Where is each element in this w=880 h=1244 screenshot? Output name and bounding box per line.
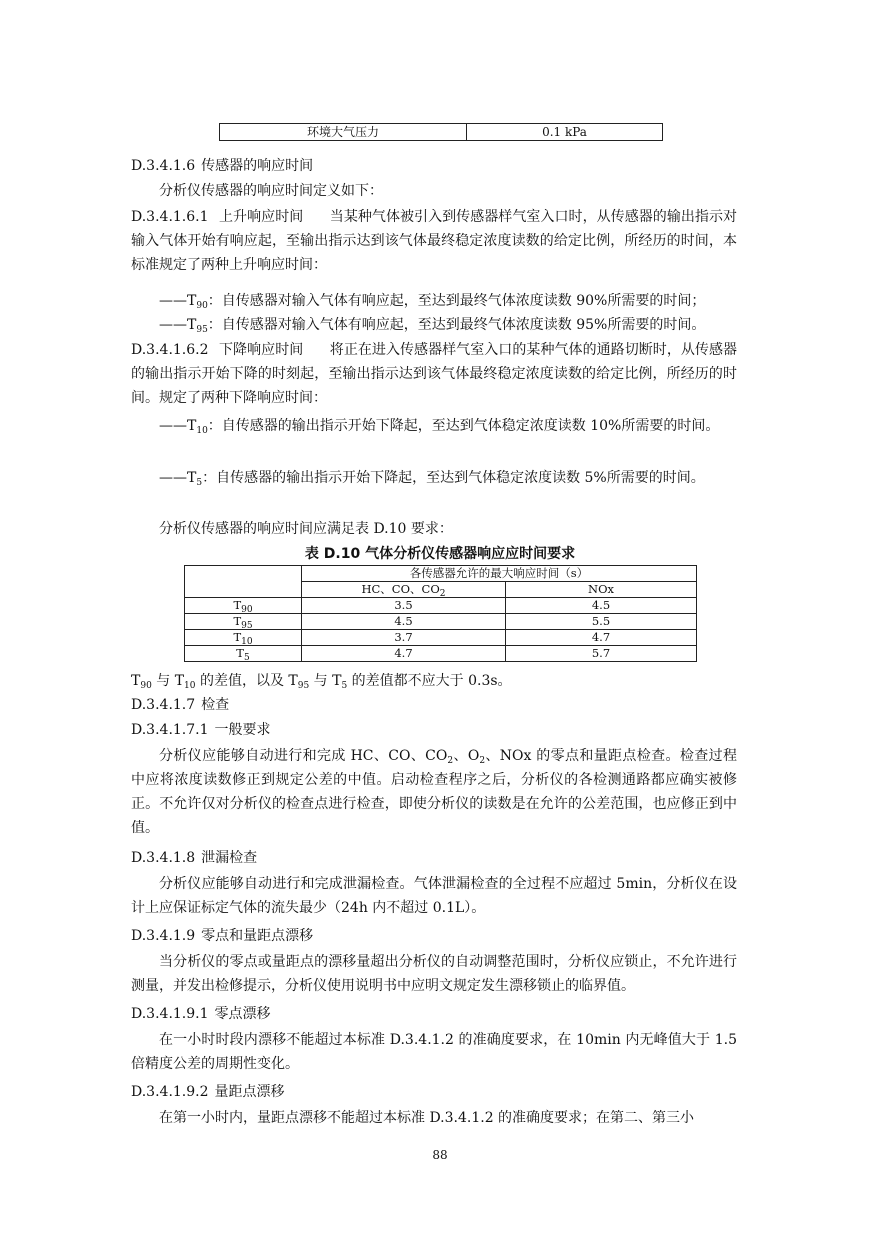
table-cell: 4.7	[302, 646, 506, 662]
section-heading-d34171	[131, 694, 229, 716]
table-cell: 4.7	[506, 630, 697, 646]
section-number: D.3.4.1.9	[131, 928, 196, 944]
section-number: D.3.4.1.7.1	[131, 722, 209, 738]
table-cell-label: $T_{90}$	[185, 598, 302, 614]
definition-t95: $——T_{95}$：自传感器对输入气体有响应起，至达到最终气体浓度读数 95%所需要的时间。	[159, 317, 706, 335]
table-cell-empty	[185, 566, 302, 598]
table-group-header: 各传感器允许的最大响应时间（s）	[302, 566, 697, 582]
table-cell-label: 环境大气压力	[220, 124, 467, 141]
section-title: 检查	[201, 697, 230, 713]
section-number: D.3.4.1.7	[131, 697, 196, 713]
response-time-table	[184, 565, 697, 662]
paragraph-fall-response	[131, 338, 737, 410]
section-text: 当某种气体被引入到传感器样气室入口时，从传感器的输出指示对输入气体开始有响应起，至输出指示达到该气体最终稳定浓度读数的给定比例，所经历的时间，本标准规定了两种上升响应时间：	[131, 209, 738, 273]
section-title: 泄漏检查	[201, 850, 258, 866]
section-number: D.3.4.1.6.2	[131, 342, 209, 358]
paragraph-zero-drift: 在一小时时段内漂移不能超过本标准 D.3.4.1.2 的准确度要求，在 10min 内无峰值大于 1.5 倍精度公差的周期性变化。	[131, 1032, 737, 1072]
section-heading-d34161	[131, 155, 313, 177]
table-cell: 3.7	[302, 630, 506, 646]
table-row	[220, 124, 663, 141]
section-number: D.3.4.1.6	[131, 158, 196, 174]
definition-t10: $——T_{10}$：自传感器的输出指示开始下降起，至达到气体稳定浓度读数 10%所需要的时间。	[159, 418, 720, 436]
paragraph-leak-check: 分析仪应能够自动进行和完成泄漏检查。气体泄漏检查的全过程不应超过 5min，分析仪在设计上应保证标定气体的流失最少（24h 内不超过 0.1L）。	[131, 876, 737, 916]
table-header-gas: HC、CO、$CO_2$	[302, 582, 506, 598]
table-row	[185, 614, 697, 630]
table-cell: 4.5	[302, 614, 506, 630]
ambient-pressure-table	[219, 123, 663, 141]
table-row	[185, 598, 697, 614]
paragraph-rise-response	[131, 205, 737, 277]
section-heading-d34191	[131, 925, 313, 947]
section-title: 一般要求	[214, 722, 271, 738]
table-cell-label: $T_{10}$	[185, 630, 302, 646]
table-cell-label: $T_5$	[185, 646, 302, 662]
section-number: D.3.4.1.9.1	[131, 1006, 209, 1022]
table-title: 表 D.10 气体分析仪传感器响应应时间要求	[304, 546, 576, 562]
section-title: 零点和量距点漂移	[201, 928, 314, 944]
table-row	[185, 646, 697, 662]
paragraph-table-intro: 分析仪传感器的响应时间应满足表 D.10 要求：	[159, 521, 453, 537]
table-cell: 4.5	[506, 598, 697, 614]
definition-t5: $——T_5$：自传感器的输出指示开始下降起，至达到气体稳定浓度读数 5%所需要的时间。	[159, 470, 705, 488]
paragraph-span-drift: 在第一小时内，量距点漂移不能超过本标准 D.3.4.1.2 的准确度要求；在第二、第三小	[159, 1110, 695, 1126]
section-heading-d341911	[131, 1003, 271, 1025]
paragraph-drift: 当分析仪的零点或量距点的漂移量超出分析仪的自动调整范围时，分析仪应锁止，不允许进行测量，并发出检修提示，分析仪使用说明书中应明文规定发生漂移锁止的临界值。	[131, 954, 737, 994]
table-header-nox: NOx	[506, 582, 697, 598]
section-number: D.3.4.1.6.1	[131, 209, 209, 225]
section-heading-d341921	[131, 1081, 285, 1103]
table-cell-value: 0.1 kPa	[467, 124, 663, 141]
section-heading-d341711	[131, 719, 271, 741]
section-title: 上升响应时间	[219, 209, 304, 225]
section-heading-d34181	[131, 847, 257, 869]
table-cell: 5.7	[506, 646, 697, 662]
paragraph-difference: $T_{90}$ 与 $T_{10}$ 的差值，以及 $T_{95}$ 与 $T_5$ 的差值都不应大于 0.3s。	[131, 673, 512, 691]
table-cell: 3.5	[302, 598, 506, 614]
table-row	[185, 566, 697, 582]
section-title: 量距点漂移	[214, 1084, 285, 1100]
table-row	[185, 630, 697, 646]
paragraph-general-requirements: 分析仪应能够自动进行和完成 HC、CO、$CO_2$、$O_2$、NOx 的零点和量距点检查。检查过程中应将浓度读数修正到规定公差的中值。启动检查程序之后，分析仪的各检测通路都应确实被修正。不允许仅对分析仪的检查点进行检查，即使分析仪的读数是在允许的公差范围，也应修正到中值。	[131, 748, 737, 836]
definition-t90: $——T_{90}$：自传感器对输入气体有响应起，至达到最终气体浓度读数 90%所需要的时间；	[159, 293, 706, 311]
section-title: 传感器的响应时间	[201, 158, 314, 174]
page-number: 88	[432, 1148, 448, 1162]
section-text: 将正在进入传感器样气室入口的某种气体的通路切断时，从传感器的输出指示开始下降的时刻起，至输出指示达到该气体最终稳定浓度读数的给定比例，所经历的时间。规定了两种下降响应时间：	[131, 342, 738, 406]
section-number: D.3.4.1.9.2	[131, 1084, 209, 1100]
section-title: 零点漂移	[214, 1006, 271, 1022]
table-cell: 5.5	[506, 614, 697, 630]
table-cell-label: $T_{95}$	[185, 614, 302, 630]
section-number: D.3.4.1.8	[131, 850, 196, 866]
paragraph-response-intro: 分析仪传感器的响应时间定义如下：	[159, 183, 383, 199]
section-title: 下降响应时间	[219, 342, 304, 358]
